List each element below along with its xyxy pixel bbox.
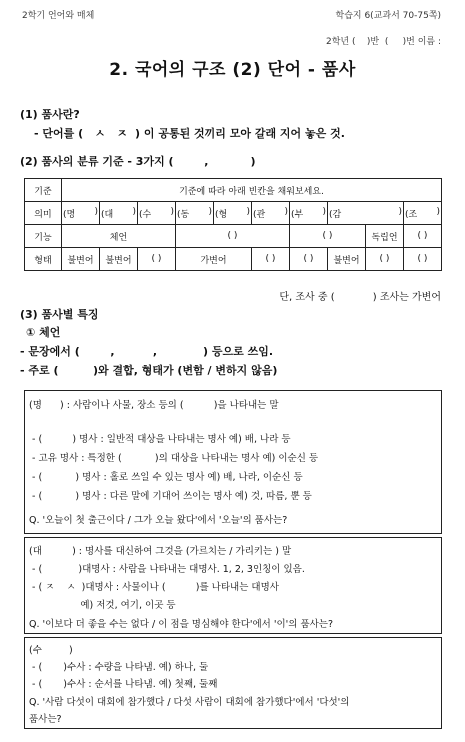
pronoun-line: - ( ㅈ ㅅ )대명사 : 사물이나 ( )를 나타내는 대명사 xyxy=(29,582,279,593)
s3-line-form: - 주로 ( )와 결합, 형태가 (변함 / 변하지 않음) xyxy=(20,364,278,377)
s1-definition: - 단어를 ( ㅅ ㅈ ) 이 공통된 것끼리 모아 갈래 지어 놓은 것. xyxy=(34,127,345,140)
meaning-cell: (대 ) xyxy=(100,202,138,225)
function-cell: ( ) xyxy=(404,225,442,248)
classification-table xyxy=(24,178,442,271)
noun-line: - ( ) 명사 : 홀로 쓰일 수 있는 명사 예) 배, 나라, 이순신 등 xyxy=(29,472,303,483)
noun-line: - ( ) 명사 : 일반적 대상을 나타내는 명사 예) 배, 나라 등 xyxy=(29,434,291,445)
pronoun-question: Q. '이보다 더 좋을 수는 없다 / 이 점을 명심해야 한다'에서 '이'의 품사는? xyxy=(29,619,334,630)
form-cell: ( ) xyxy=(366,248,404,271)
meaning-cell: (동 ) xyxy=(176,202,214,225)
student-info: 2학년 ( )반 ( )번 이름 : xyxy=(325,37,441,47)
numeral-question: Q. '사람 다섯이 대회에 참가했다 / 다섯 사람이 대회에 참가했다'에서 '다섯'의 xyxy=(29,697,350,708)
s3-subheading: ① 체언 xyxy=(26,326,61,339)
noun-question: Q. '오늘이 첫 출근이다 / 그가 오늘 왔다'에서 '오늘'의 품사는? xyxy=(29,515,288,526)
noun-line: (명 ) : 사람이나 사물, 장소 등의 ( )을 나타내는 말 xyxy=(29,400,279,411)
numeral-line: (수 ) xyxy=(29,645,73,656)
s1-heading: (1) 품사란? xyxy=(20,108,80,121)
page-title: 2. 국어의 구조 (2) 단어 - 품사 xyxy=(109,60,356,80)
meaning-cell: (부 ) xyxy=(290,202,328,225)
form-cell: 불변어 xyxy=(62,248,100,271)
numeral-question-cont: 품사는? xyxy=(29,714,62,725)
meaning-cell: (조 ) xyxy=(404,202,442,225)
pronoun-line: 예) 저것, 여기, 이곳 등 xyxy=(29,600,176,611)
meaning-cell: (형 ) xyxy=(214,202,252,225)
meaning-cell: (명 ) xyxy=(62,202,100,225)
row-label-form: 형태 xyxy=(25,248,62,271)
noun-line: - 고유 명사 : 특정한 ( )의 대상을 나타내는 명사 예) 이순신 등 xyxy=(29,453,319,464)
form-cell: 가변어 xyxy=(176,248,252,271)
meaning-cell: (감 ) xyxy=(328,202,404,225)
row-label-meaning: 의미 xyxy=(25,202,62,225)
meaning-cell: (수 ) xyxy=(138,202,176,225)
pronoun-line: - ( )대명사 : 사람을 나타내는 대명사. 1, 2, 3인칭이 있음. xyxy=(29,564,305,575)
function-cell: 독립언 xyxy=(366,225,404,248)
postposition-note: 단, 조사 중 ( ) 조사는 가변어 xyxy=(279,292,441,303)
criteria-instruction: 기준에 따라 아래 빈칸을 채워보세요. xyxy=(62,179,442,202)
function-cell: 체언 xyxy=(62,225,176,248)
numeral-line: - ( )수사 : 순서를 나타냄. 예) 첫째, 둘째 xyxy=(29,679,218,690)
meaning-cell: (관 ) xyxy=(252,202,290,225)
form-cell: ( ) xyxy=(290,248,328,271)
noun-line: - ( ) 명사 : 다른 말에 기대어 쓰이는 명사 예) 것, 따름, 뿐 등 xyxy=(29,491,312,502)
row-label-criteria: 기준 xyxy=(25,179,62,202)
pronoun-box xyxy=(24,537,442,634)
function-cell: ( ) xyxy=(290,225,366,248)
pronoun-line: (대 ) : 명사를 대신하여 그것을 (가르치는 / 가리키는 ) 말 xyxy=(29,546,292,557)
numeral-box xyxy=(24,637,442,729)
s2-heading: (2) 품사의 분류 기준 - 3가지 ( , ) xyxy=(20,155,256,168)
s3-heading: (3) 품사별 특징 xyxy=(20,308,99,321)
form-cell: ( ) xyxy=(404,248,442,271)
course-label: 2학기 언어와 매체 xyxy=(22,11,95,21)
form-cell: ( ) xyxy=(138,248,176,271)
form-cell: ( ) xyxy=(252,248,290,271)
form-cell: 불변어 xyxy=(100,248,138,271)
worksheet-label: 학습지 6(교과서 70-75쪽) xyxy=(335,11,441,21)
noun-box xyxy=(24,390,442,534)
function-cell: ( ) xyxy=(176,225,290,248)
row-label-function: 기능 xyxy=(25,225,62,248)
s3-line-usage: - 문장에서 ( , , ) 등으로 쓰임. xyxy=(20,345,273,358)
form-cell: 불변어 xyxy=(328,248,366,271)
numeral-line: - ( )수사 : 수량을 나타냄. 예) 하나, 둘 xyxy=(29,662,209,673)
